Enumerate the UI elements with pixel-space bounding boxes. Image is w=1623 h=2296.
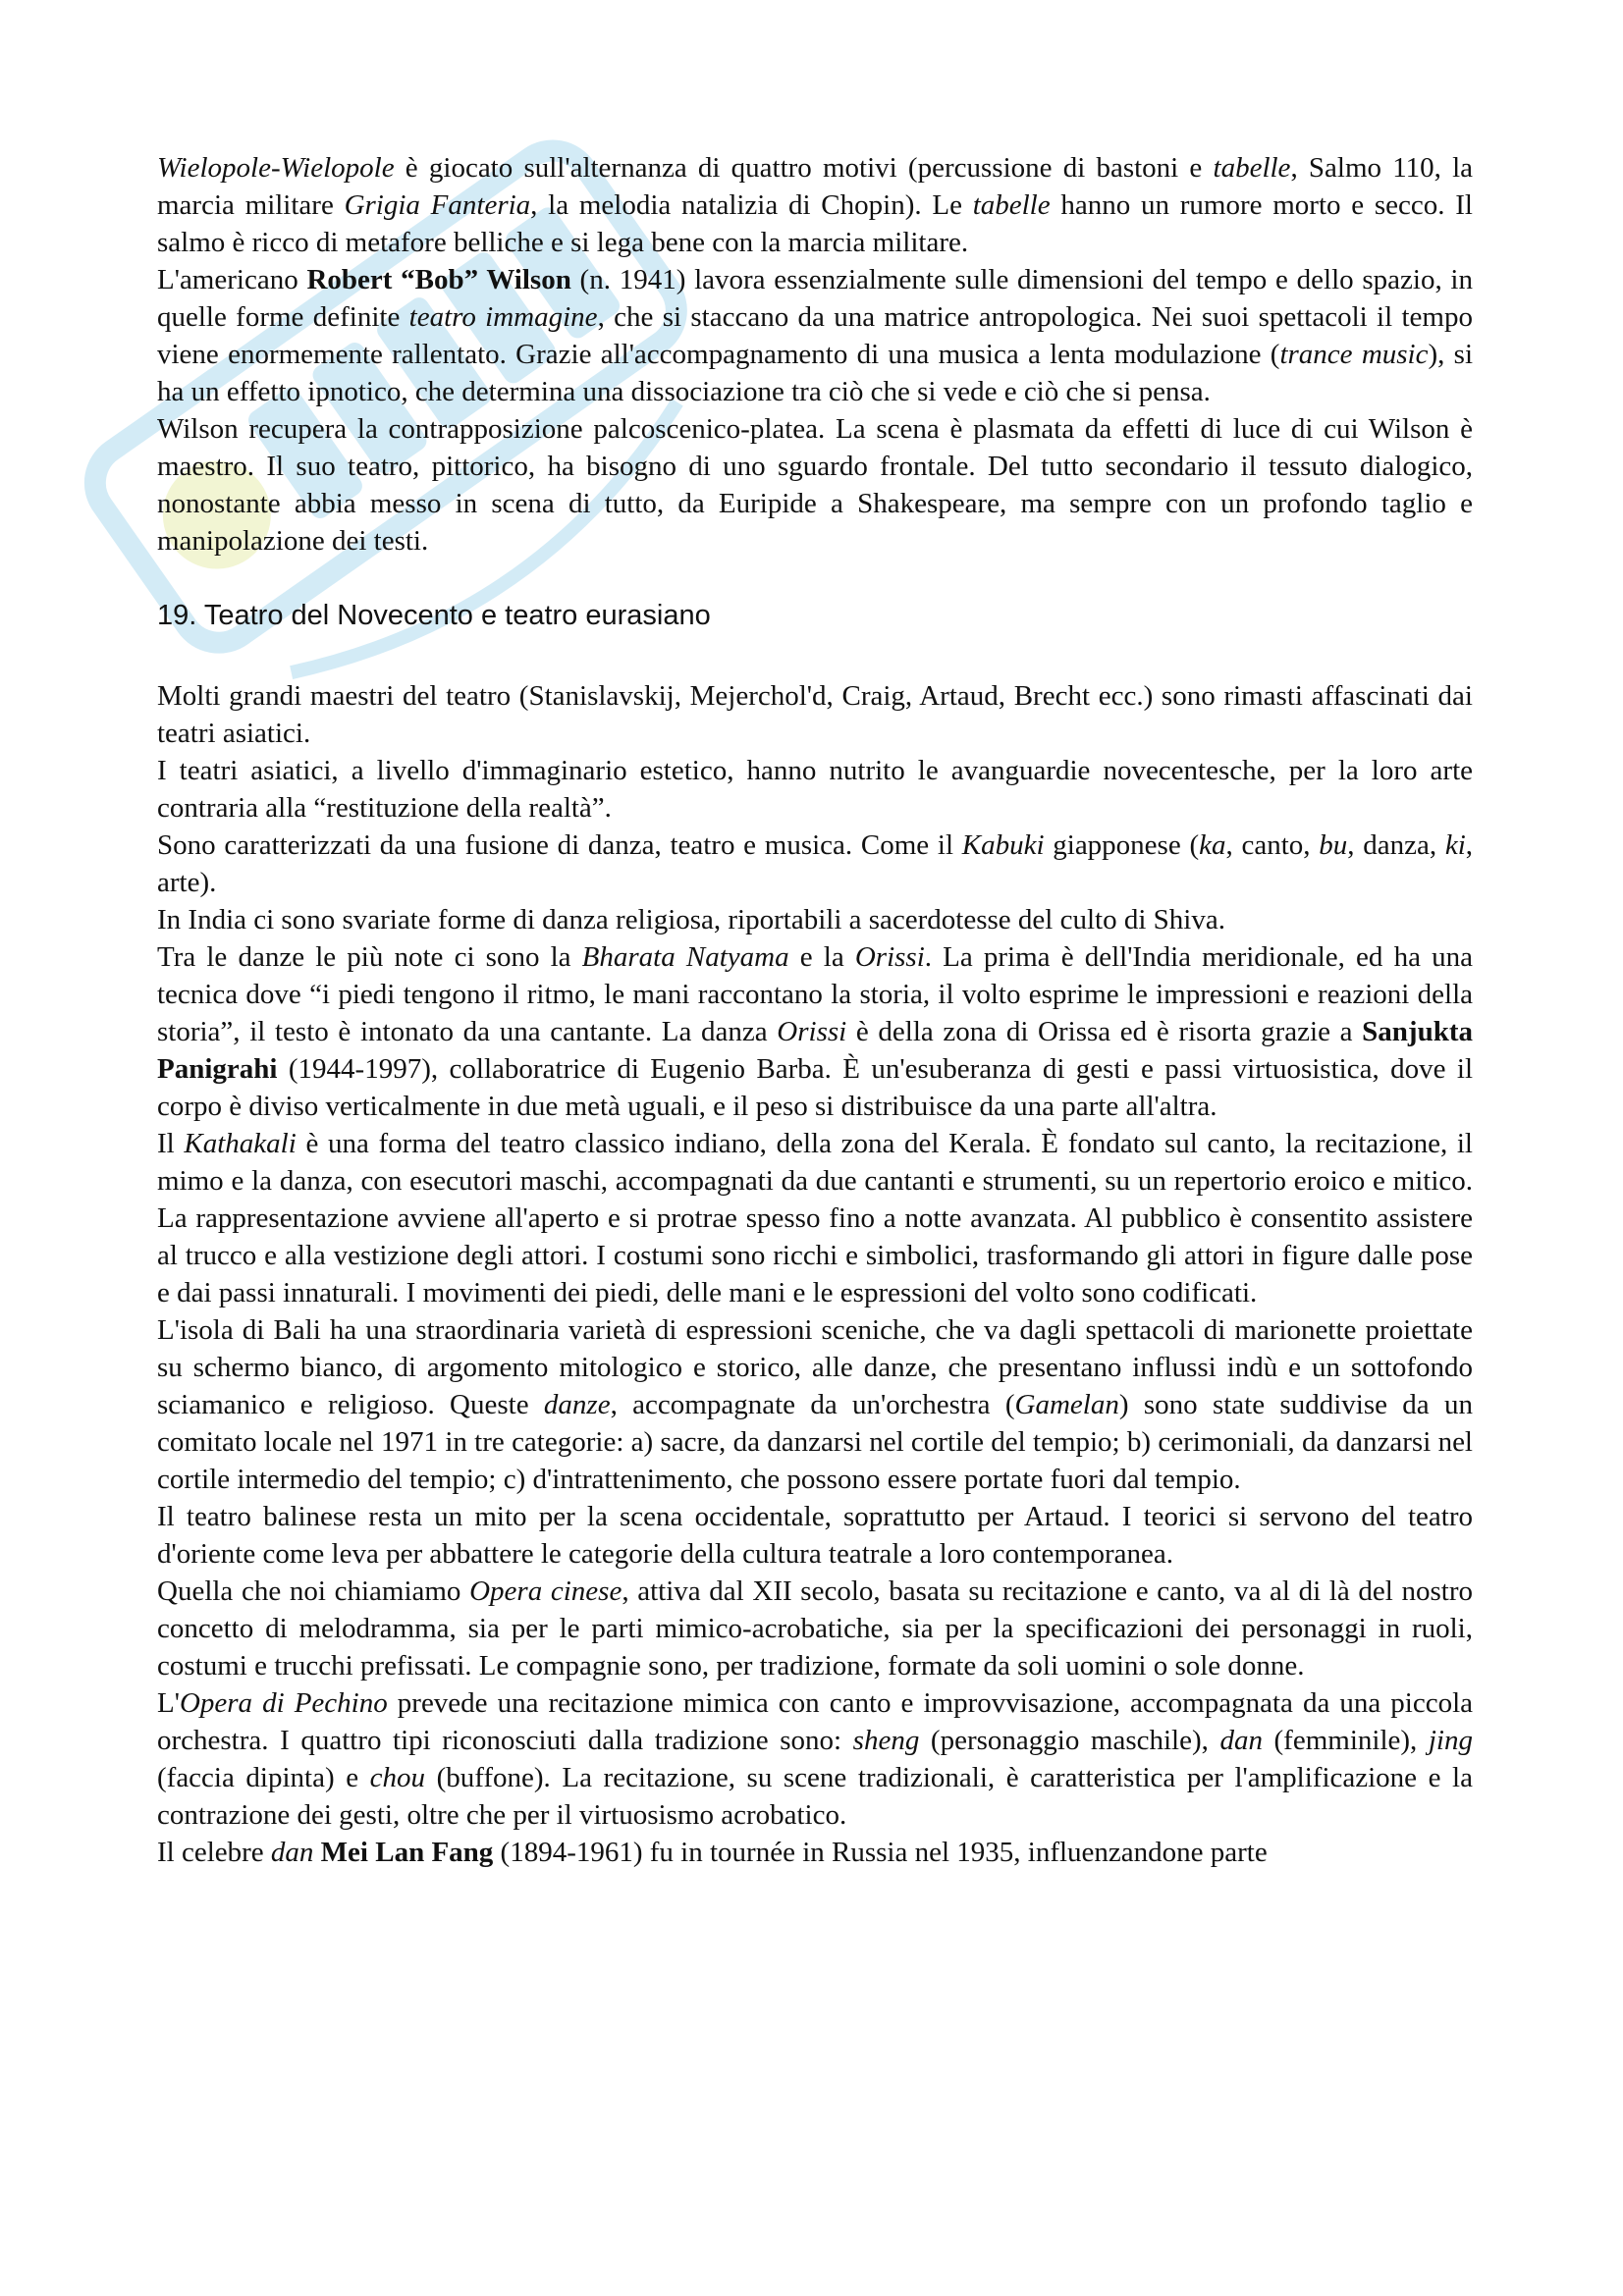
italic-text: chou (369, 1762, 426, 1793)
text-run: è della zona di Orissa ed è risorta grazie a (846, 1016, 1363, 1047)
italic-text: Wielopole-Wielopole (157, 152, 395, 184)
italic-text: Orissi (777, 1016, 847, 1047)
text-run: Sono caratterizzati da una fusione di danza, teatro e musica. Come il (157, 829, 962, 861)
text-run: ), si ha un effetto ipnotico, che determina una dissociazione tra ciò che si vede e ciò che si pensa. (157, 339, 1474, 407)
italic-text: dan (1219, 1725, 1263, 1756)
section-paragraph (157, 1125, 1473, 1311)
section-paragraph (157, 1684, 1473, 1834)
text-run: è una forma del teatro classico indiano, della zona del Kerala. È fondato sul canto, la recitazione, il mimo e la danza, con esecutori maschi, accompagnati da due cantanti e strumenti, su un repertorio eroico e mitico. La rappresentazione avviene all'aperto e si protrae spesso fino a notte avanzata. Al pubblico è consentito assistere al trucco e alla vestizione degli attori. I costumi sono ricchi e simbolici, trasformando gli attori in figure dalle pose e dai passi innaturali. I movimenti dei piedi, delle mani e le espressioni del volto sono codificati. (157, 1128, 1473, 1308)
text-run: , la melodia natalizia di Chopin). Le (530, 189, 973, 221)
section-heading: 19. Teatro del Novecento e teatro eurasiano (157, 600, 711, 631)
text-run: giapponese ( (1044, 829, 1200, 861)
italic-text: dan (270, 1837, 314, 1868)
section-paragraph (157, 901, 1473, 938)
text-run: prevede una recitazione mimica con canto e improvvisazione, accompagnata da una piccola orchestra. I quattro tipi riconosciuti dalla tradizione sono: (157, 1687, 1474, 1756)
text-run: In India ci sono svariate forme di danza religiosa, riportabili a sacerdotesse del culto di Shiva. (157, 904, 1225, 935)
italic-text: Grigia Fanteria (344, 189, 531, 221)
section-paragraph (157, 938, 1473, 1125)
text-run: e la (788, 941, 855, 973)
section-paragraph (157, 677, 1473, 752)
italic-text: Gamelan (1014, 1389, 1119, 1420)
paragraph-wilson (157, 261, 1473, 410)
text-run: (femminile), (1262, 1725, 1429, 1756)
text-run: , che si staccano da una matrice antropologica. Nei suoi spettacoli il tempo viene enormemente rallentato. Grazie all'accompagnamento di una musica a lenta modulazione ( (157, 301, 1473, 370)
text-run: (faccia dipinta) e (157, 1762, 370, 1793)
section-paragraph (157, 1498, 1473, 1573)
section-paragraph (157, 1573, 1473, 1684)
italic-text: Kathakali (184, 1128, 297, 1159)
paragraph-wilson-stage (157, 410, 1473, 560)
text-run: , danza, (1347, 829, 1445, 861)
italic-text: tabelle (1213, 152, 1291, 184)
text-run: Wilson recupera la contrapposizione palcoscenico-platea. La scena è plasmata da effetti di luce di cui Wilson è maestro. Il suo teatro, pittorico, ha bisogno di uno sguardo frontale. Del tutto secondario il tessuto dialogico, nonostante abbia messo in scena di tutto, da Euripide a Shakespeare, ma sempre con un profondo taglio e manipolazione dei testi. (157, 413, 1473, 557)
text-run: Il teatro balinese resta un mito per la scena occidentale, soprattutto per Artaud. I teorici si servono del teatro d'oriente come leva per abbattere le categorie della cultura teatrale a loro contemporanea. (157, 1501, 1473, 1570)
text-run: , canto, (1225, 829, 1320, 861)
italic-text: teatro immagine (408, 301, 598, 333)
text-run: , accompagnate da un'orchestra ( (610, 1389, 1015, 1420)
text-run: (personaggio maschile), (919, 1725, 1220, 1756)
text-run: Tra le danze le più note ci sono la (157, 941, 582, 973)
italic-text: Bharata Natyama (581, 941, 789, 973)
italic-text: bu (1319, 829, 1348, 861)
document-body (157, 149, 1473, 1871)
italic-text: ka (1199, 829, 1226, 861)
text-run: L'americano (157, 264, 307, 295)
text-run: Il celebre (157, 1837, 271, 1868)
italic-text: Opera cinese (469, 1575, 622, 1607)
text-run: , arte). (157, 829, 1474, 898)
text-run: (1944-1997), collaboratrice di Eugenio Barba. È un'esuberanza di gesti e passi virtuosistica, dove il corpo è diviso verticalmente in due metà uguali, e il peso si distribuisce da una parte all'altra. (157, 1053, 1473, 1122)
text-run: hanno un rumore morto e secco. Il salmo è ricco di metafore belliche e si lega bene con la marcia militare. (157, 189, 1473, 258)
section-paragraph (157, 827, 1473, 901)
text-run: , Salmo 110, la marcia militare (157, 152, 1474, 221)
section-paragraph (157, 1311, 1473, 1498)
text-run: Molti grandi maestri del teatro (Stanislavskij, Mejerchol'd, Craig, Artaud, Brecht ecc.) sono rimasti affascinati dai teatri asiatici. (157, 680, 1473, 749)
italic-text: sheng (852, 1725, 920, 1756)
text-run: I teatri asiatici, a livello d'immaginario estetico, hanno nutrito le avanguardie novecentesche, per la loro arte contraria alla “restituzione della realtà”. (157, 755, 1473, 824)
italic-text: Kabuki (961, 829, 1045, 861)
italic-text: Orissi (854, 941, 925, 973)
section-paragraph (157, 1834, 1473, 1871)
italic-text: danze (543, 1389, 611, 1420)
text-run: L'isola di Bali ha una straordinaria varietà di espressioni sceniche, che va dagli spettacoli di marionette proiettate su schermo bianco, di argomento mitologico e storico, alle danze, che presentano influssi indù e un sottofondo sciamanico e religioso. Queste (157, 1314, 1473, 1420)
bold-text: Sanjukta Panigrahi (157, 1016, 1473, 1085)
section-body (157, 677, 1473, 1871)
bold-text: Robert “Bob” Wilson (306, 264, 571, 295)
italic-text: ki (1444, 829, 1466, 861)
text-run: . La prima è dell'India meridionale, ed ha una tecnica dove “i piedi tengono il ritmo, le mani raccontano la storia, il volto esprime le impressioni e reazioni della storia”, il testo è intonato da una cantante. La danza (157, 941, 1473, 1047)
bold-text: Mei Lan Fang (320, 1837, 494, 1868)
italic-text: Opera di Pechino (179, 1687, 388, 1719)
section-paragraph (157, 752, 1473, 827)
italic-text: tabelle (972, 189, 1051, 221)
text-run: , attiva dal XII secolo, basata su recitazione e canto, va al di là del nostro concetto di melodramma, sia per le parti mimico-acrobatiche, sia per la specificazioni dei personaggi in ruoli, costumi e trucchi prefissati. Le compagnie sono, per tradizione, formate da soli uomini o sole donne. (157, 1575, 1473, 1682)
text-run: (n. 1941) lavora essenzialmente sulle dimensioni del tempo e dello spazio, in quelle forme definite (157, 264, 1473, 333)
text-run: (1894-1961) fu in tournée in Russia nel 1935, influenzandone parte (493, 1837, 1268, 1868)
text-run: (buffone). La recitazione, su scene tradizionali, è caratteristica per l'amplificazione e la contrazione dei gesti, oltre che per il virtuosismo acrobatico. (157, 1762, 1473, 1831)
paragraph-wielopole (157, 149, 1473, 261)
text-run: è giocato sull'alternanza di quattro motivi (percussione di bastoni e (394, 152, 1214, 184)
italic-text: jing (1428, 1725, 1473, 1756)
text-run: Quella che noi chiamiamo (157, 1575, 470, 1607)
italic-text: trance music (1279, 339, 1429, 370)
text-run: ) sono state suddivise da un comitato locale nel 1971 in tre categorie: a) sacre, da danzarsi nel cortile del tempio; b) cerimoniali, da danzarsi nel cortile intermedio del tempio; c) d'intrattenimento, che possono essere portate fuori dal tempio. (157, 1389, 1473, 1495)
text-run: Il (157, 1128, 185, 1159)
text-run (313, 1837, 320, 1868)
text-run: L' (157, 1687, 180, 1719)
